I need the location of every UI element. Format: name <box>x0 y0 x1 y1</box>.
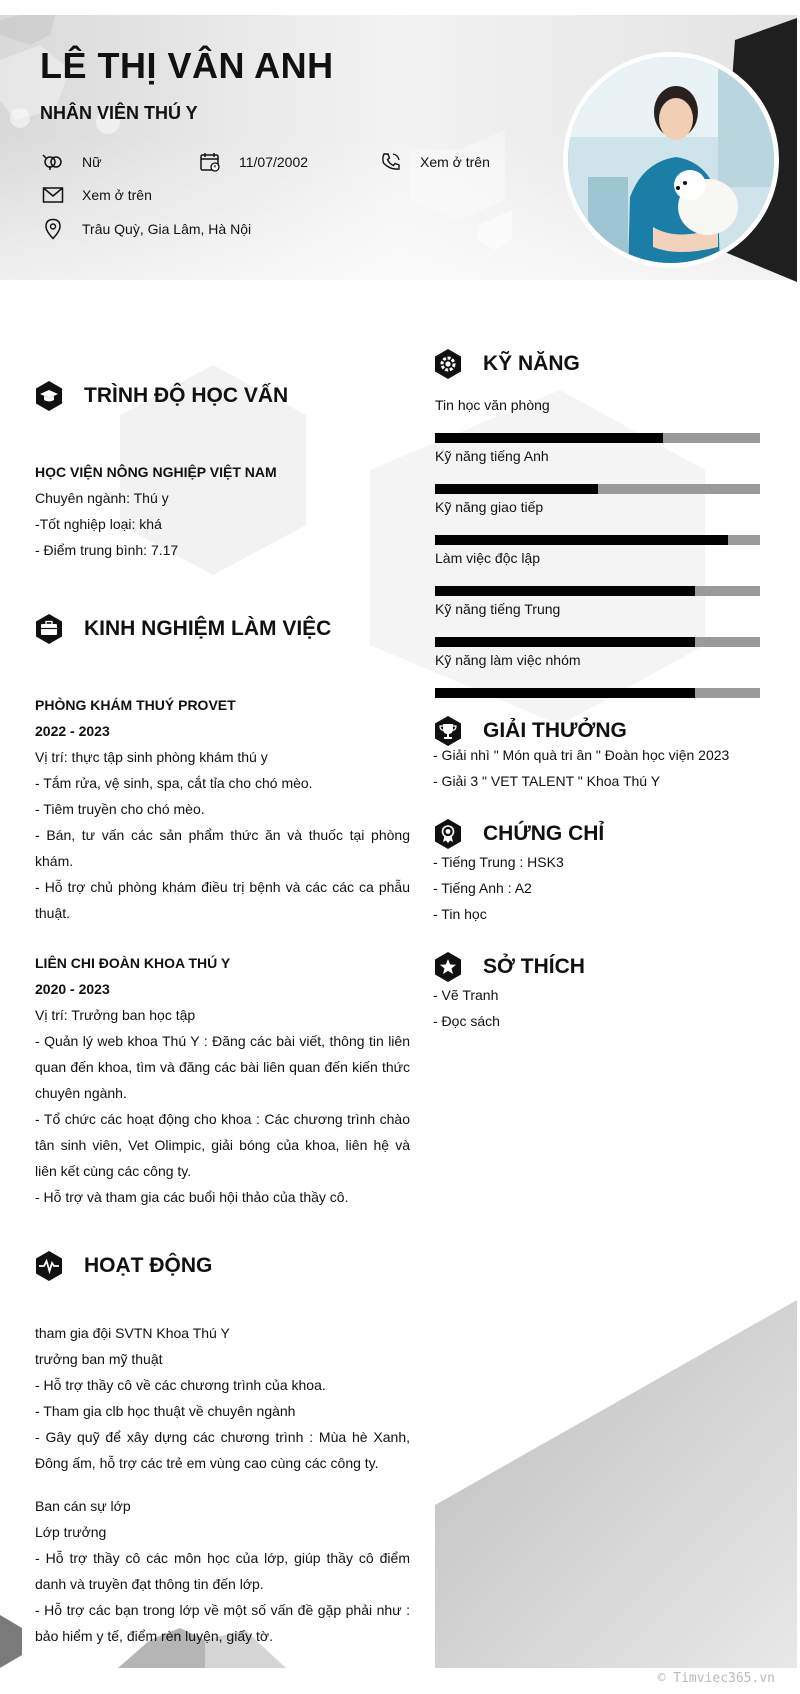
awards-title: GIẢI THƯỞNG <box>483 719 627 742</box>
activity-group <box>35 1493 410 1649</box>
certificate-line: - Tin học <box>433 906 487 922</box>
job-period: 2020 - 2023 <box>35 981 110 997</box>
info-gender <box>40 150 101 174</box>
email-value: Xem ở trên <box>82 187 152 203</box>
experience-heading <box>34 613 331 645</box>
info-email <box>40 183 152 207</box>
job-company: PHÒNG KHÁM THUÝ PROVET <box>35 697 236 713</box>
hobbies-heading <box>433 951 585 983</box>
job-title: NHÂN VIÊN THÚ Y <box>40 103 198 123</box>
skills-title: KỸ NĂNG <box>483 352 580 375</box>
skill-bar <box>435 688 760 698</box>
avatar <box>563 52 779 268</box>
certificates-title: CHỨNG CHỈ <box>483 822 605 845</box>
skill-bar-fill <box>435 688 695 698</box>
skill-bar <box>435 433 760 443</box>
medal-icon <box>433 818 463 850</box>
activity-line: - Hỗ trợ các bạn trong lớp về một số vấn đề gặp phải như : bảo hiểm y tế, điểm rèn luyện, giấy tờ. <box>35 1602 410 1644</box>
skill-item <box>435 499 760 545</box>
job-line: - Hỗ trợ chủ phòng khám điều trị bệnh và các các ca phẫu thuật. <box>35 879 410 921</box>
info-birthday <box>197 150 308 174</box>
education-line: Chuyên ngành: Thú y <box>35 490 169 506</box>
activity-line: tham gia đội SVTN Khoa Thú Y <box>35 1325 230 1341</box>
education-title: TRÌNH ĐỘ HỌC VẤN <box>84 384 289 407</box>
gender-value: Nữ <box>82 154 102 170</box>
activities-title: HOẠT ĐỘNG <box>84 1254 213 1277</box>
activity-line: Lớp trưởng <box>35 1524 107 1540</box>
skill-label: Kỹ năng giao tiếp <box>435 499 544 515</box>
skill-bar-fill <box>435 535 728 545</box>
job-line: - Bán, tư vấn các sản phẩm thức ăn và thuốc tại phòng khám. <box>35 827 410 869</box>
job-line: - Quản lý web khoa Thú Y : Đăng các bài viết, thông tin liên quan đến khoa, tìm và đăng các bài liên quan đến kiến thức chuyên ngành. <box>35 1033 410 1101</box>
skill-item <box>435 601 760 647</box>
experience-title: KINH NGHIỆM LÀM VIỆC <box>84 617 332 640</box>
education-school: HỌC VIỆN NÔNG NGHIỆP VIỆT NAM <box>35 464 277 480</box>
skills-heading <box>433 348 580 380</box>
education-heading <box>34 380 288 412</box>
certificates-block <box>433 849 773 927</box>
envelope-icon <box>40 183 66 207</box>
phone-value: Xem ở trên <box>420 154 490 170</box>
skill-item <box>435 448 760 494</box>
certificates-heading <box>433 818 604 850</box>
phone-icon <box>378 150 404 174</box>
hobby-line: - Vẽ Tranh <box>433 987 499 1003</box>
calendar-icon <box>197 150 223 174</box>
education-line: - Điểm trung bình: 7.17 <box>35 542 179 558</box>
award-line: - Giải nhì " Món quà tri ân " Đoàn học viện 2023 <box>433 747 730 763</box>
skill-bar <box>435 586 760 596</box>
skill-bar-fill <box>435 586 695 596</box>
skill-bar-fill <box>435 637 695 647</box>
certificate-line: - Tiếng Anh : A2 <box>433 880 532 896</box>
skill-bar <box>435 535 760 545</box>
job-period: 2022 - 2023 <box>35 723 110 739</box>
activity-line: Ban cán sự lớp <box>35 1498 131 1514</box>
job-line: - Tổ chức các hoạt động cho khoa : Các chương trình chào tân sinh viên, Vet Olimpic, giải bóng của khoa, liên hệ và liên kết cùng các công ty. <box>35 1111 410 1179</box>
gender-icon <box>40 150 66 174</box>
skill-item <box>435 397 760 443</box>
watermark: © Timviec365.vn <box>657 1671 775 1686</box>
cv-header <box>0 15 797 280</box>
hobbies-title: SỞ THÍCH <box>483 955 585 978</box>
award-line: - Giải 3 " VET TALENT " Khoa Thú Y <box>433 773 661 789</box>
activity-line: - Hỗ trợ thầy cô về các chương trình của khoa. <box>35 1377 326 1393</box>
job-line: Vị trí: thực tập sinh phòng khám thú y <box>35 749 268 765</box>
skill-label: Kỹ năng tiếng Anh <box>435 448 549 464</box>
activity-line: trưởng ban mỹ thuật <box>35 1351 163 1367</box>
star-icon <box>433 951 463 983</box>
skill-label: Làm việc độc lập <box>435 550 541 566</box>
skill-label: Kỹ năng tiếng Trung <box>435 601 561 617</box>
activities-heading <box>34 1250 212 1282</box>
birthday-value: 11/07/2002 <box>239 154 309 170</box>
job-line: - Hỗ trợ và tham gia các buổi hội thảo của thầy cô. <box>35 1189 349 1205</box>
activity-line: - Tham gia clb học thuật về chuyên ngành <box>35 1403 296 1419</box>
awards-block <box>433 742 773 794</box>
education-block <box>35 459 410 563</box>
hobbies-block <box>433 982 773 1034</box>
skill-bar-fill <box>435 433 663 443</box>
skill-bar-fill <box>435 484 598 494</box>
info-address <box>40 217 251 241</box>
briefcase-icon <box>34 613 64 645</box>
info-phone <box>378 150 490 174</box>
experience-job <box>35 692 410 926</box>
job-line: Vị trí: Trưởng ban học tập <box>35 1007 196 1023</box>
job-line: - Tắm rửa, vệ sinh, spa, cắt tỉa cho chó mèo. <box>35 775 313 791</box>
address-value: Trâu Quỳ, Gia Lâm, Hà Nội <box>82 221 252 237</box>
skill-item <box>435 550 760 596</box>
skill-item <box>435 652 760 698</box>
skill-label: Tin học văn phòng <box>435 397 550 413</box>
certificate-line: - Tiếng Trung : HSK3 <box>433 854 564 870</box>
hobby-line: - Đọc sách <box>433 1013 500 1029</box>
activity-line: - Gây quỹ để xây dựng các chương trình : Mùa hè Xanh, Đông ấm, hỗ trợ các trẻ em vùng cao cùng các công ty. <box>35 1429 410 1471</box>
skill-bar <box>435 637 760 647</box>
activity-group <box>35 1320 410 1476</box>
job-company: LIÊN CHI ĐOÀN KHOA THÚ Y <box>35 955 231 971</box>
education-line: -Tốt nghiệp loại: khá <box>35 516 162 532</box>
pulse-icon <box>34 1250 64 1282</box>
candidate-name: LÊ THỊ VÂN ANH <box>40 45 334 86</box>
job-line: - Tiêm truyền cho chó mèo. <box>35 801 205 817</box>
experience-job <box>35 950 410 1210</box>
activity-line: - Hỗ trợ thầy cô các môn học của lớp, giúp thầy cô điểm danh và truyền đạt thông tin đến lớp. <box>35 1550 410 1592</box>
skill-label: Kỹ năng làm việc nhóm <box>435 652 581 668</box>
gear-icon <box>433 348 463 380</box>
avatar-photo <box>568 57 779 268</box>
graduation-cap-icon <box>34 380 64 412</box>
location-pin-icon <box>40 217 66 241</box>
skill-bar <box>435 484 760 494</box>
